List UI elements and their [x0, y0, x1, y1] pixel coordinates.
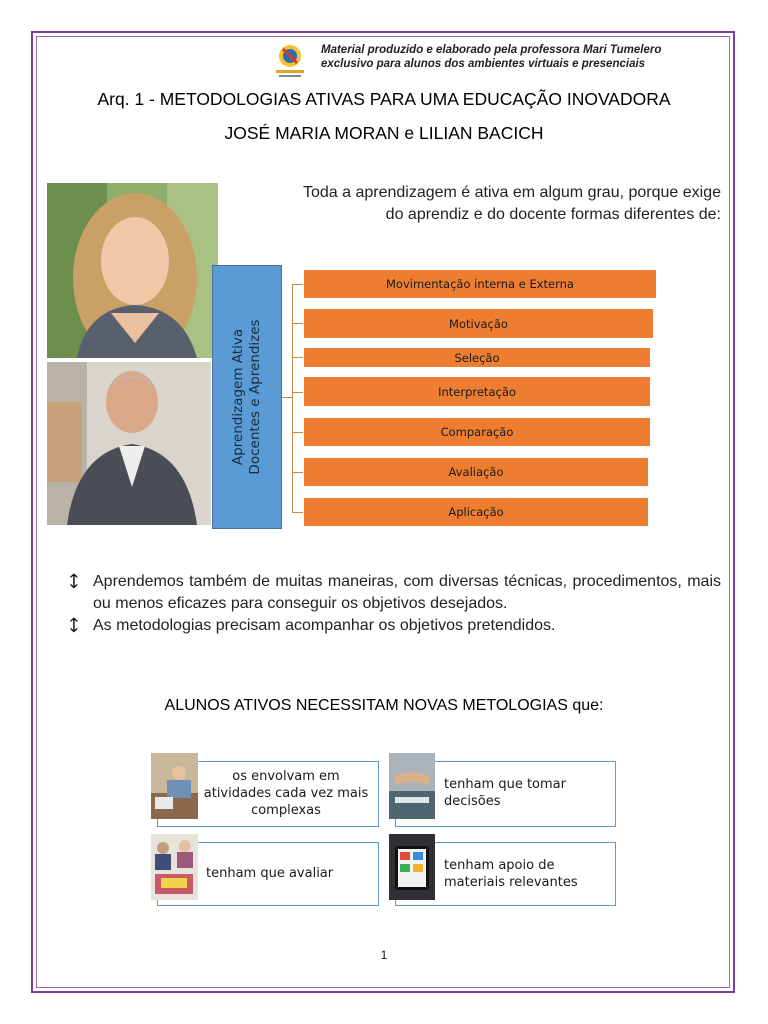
diagram-root-line2: Docentes e Aprendizes: [247, 319, 263, 475]
card-text: os envolvam em atividades cada vez mais complexas: [203, 769, 369, 818]
diagram-item-comparacao: Comparação: [303, 417, 651, 447]
bullet-list: [70, 571, 721, 637]
header-note-line2: exclusivo para alunos dos ambientes virtuais e presenciais: [321, 58, 646, 70]
diagram-connector-branch: [292, 512, 303, 513]
diagram-root-line1: Aprendizagem Ativa: [230, 328, 246, 466]
card-image-handshake: [389, 753, 435, 819]
diagram-connector-branch: [292, 392, 303, 393]
diagram-item-avaliacao: Avaliação: [303, 457, 649, 487]
author-photo-lilian: [47, 183, 218, 358]
diagram-connector-trunk: [282, 397, 292, 398]
header-note: [321, 43, 661, 71]
diagram-root-label: [230, 319, 264, 474]
intro-line2: do aprendiz e do docente formas diferentes de:: [385, 206, 721, 223]
card-image-students: [151, 753, 198, 819]
diagram-item-motivacao: Motivação: [303, 308, 654, 339]
diagram-item-interpretacao: Interpretação: [303, 376, 651, 407]
section-subheading: ALUNOS ATIVOS NECESSITAM NOVAS METOLOGIAS que:: [164, 697, 604, 714]
card-image-tablet: [389, 834, 435, 900]
bullet-text: Aprendemos também de muitas maneiras, com diversas técnicas, procedimentos, mais ou menos eficazes para conseguir os objetivos desejados.: [93, 573, 721, 612]
diagram-connector-branch: [292, 357, 303, 358]
school-logo: [270, 40, 310, 80]
card-image-group: [151, 834, 198, 900]
header-note-line1: Material produzido e elaborado pela professora Mari Tumelero: [321, 44, 662, 56]
card-text: tenham que tomar decisões: [444, 777, 566, 809]
diagram-connector-branch: [292, 432, 303, 433]
intro-line1: Toda a aprendizagem é ativa em algum grau, porque exige: [302, 184, 721, 201]
diagram-item-aplicacao: Aplicação: [303, 497, 649, 527]
page-title: Arq. 1 - METODOLOGIAS ATIVAS PARA UMA EDUCAÇÃO INOVADORA: [97, 89, 671, 109]
diagram-connector-branch: [292, 284, 303, 285]
up-arrow-icon: 🡙: [70, 573, 78, 590]
page-number: 1: [380, 948, 388, 962]
intro-text: [240, 182, 721, 226]
bullet-item: [70, 571, 721, 615]
diagram-connector-spine: [292, 284, 293, 512]
diagram-root-box: [212, 265, 282, 529]
card-text: tenham que avaliar: [206, 866, 334, 881]
diagram-connector-branch: [292, 472, 303, 473]
author-photo-jose: [47, 362, 211, 525]
diagram-item-selecao: Seleção: [303, 347, 651, 368]
bullet-text: As metodologias precisam acompanhar os objetivos pretendidos.: [93, 617, 556, 634]
up-arrow-icon: 🡙: [70, 617, 78, 634]
diagram-item-movimentacao: Movimentação interna e Externa: [303, 269, 657, 299]
bullet-item: [70, 615, 721, 637]
diagram-connector-branch: [292, 323, 303, 324]
card-text: tenham apoio de materiais relevantes: [444, 858, 578, 890]
authors-title: JOSÉ MARIA MORAN e LILIAN BACICH: [224, 123, 544, 143]
